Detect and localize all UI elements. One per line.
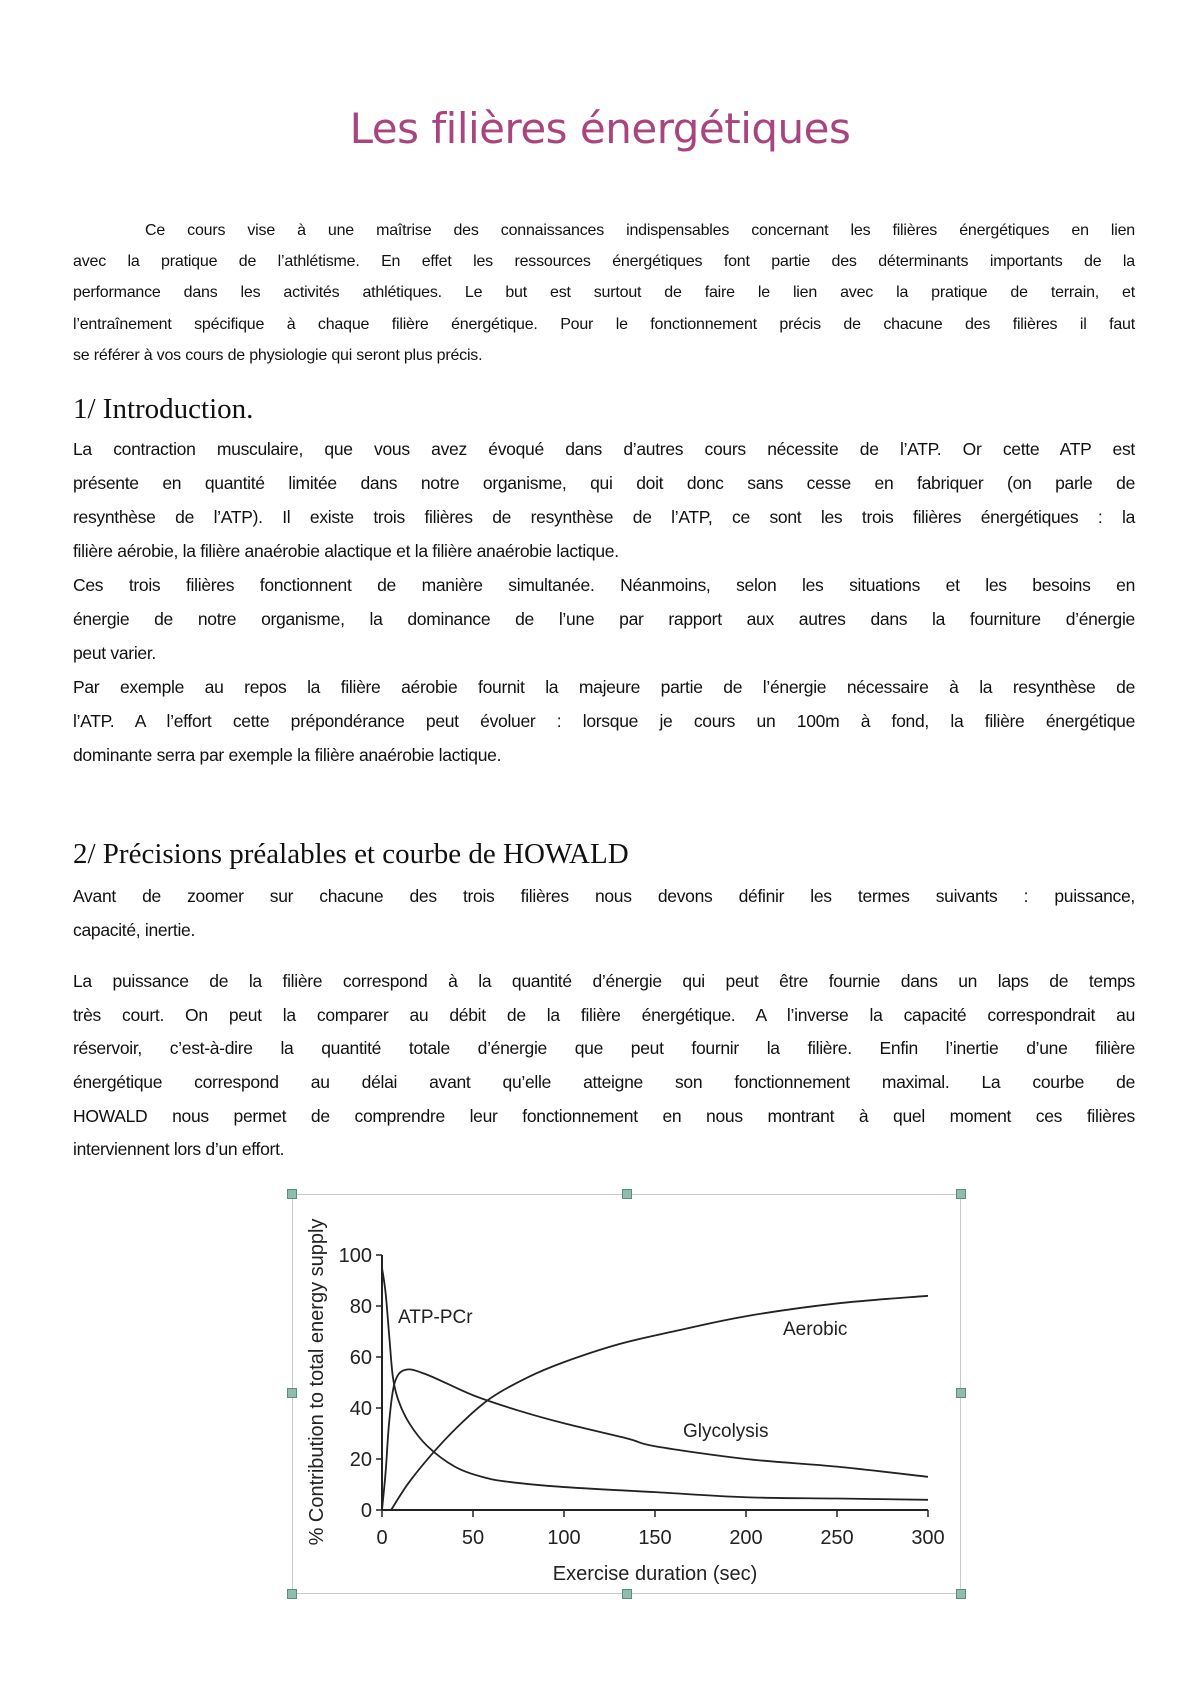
text-line: La puissance de la filière correspond à la quantité d’énergie qui peut être fournie dans un laps de temps [73,971,1135,991]
x-tick-label: 250 [820,1527,854,1549]
text-line: avec la pratique de l’athlétisme. En effet les ressources énergétiques font partie des déterminants importants de la [73,253,1135,271]
section-heading-howald: 2/ Précisions préalables et courbe de HOWALD [73,838,629,870]
text-line: filière aérobie, la filière anaérobie alactique et la filière anaérobie lactique. [73,541,619,561]
resize-handle-left[interactable] [287,1388,297,1398]
text-line: très court. On peut la comparer au débit de la filière énergétique. A l’inverse la capacité correspondrait au [73,1004,1135,1025]
y-tick-label: 80 [349,1296,372,1318]
resize-handle-top-right[interactable] [956,1189,966,1199]
y-tick-label: 20 [349,1449,372,1471]
x-tick-label: 300 [911,1527,945,1549]
text-line: l’ATP. A l’effort cette prépondérance peut évoluer : lorsque je cours un 100m à fond, la filière énergétique [73,711,1135,731]
x-tick-label: 100 [547,1527,581,1549]
series-label-aerobic: Aerobic [783,1319,848,1340]
x-axis-label: Exercise duration (sec) [552,1563,758,1585]
x-tick-label: 0 [376,1527,388,1549]
text-line: réservoir, c’est-à-dire la quantité totale d’énergie que peut fournir la filière. Enfin l’inertie d’une filière [73,1038,1135,1059]
text-line: Par exemple au repos la filière aérobie fournit la majeure partie de l’énergie nécessaire à la resynthèse de [73,677,1135,697]
y-tick-label: 0 [360,1500,372,1522]
text-line: se référer à vos cours de physiologie qui seront plus précis. [73,346,483,364]
text-line: énergétique correspond au délai avant qu’elle atteigne son fonctionnement maximal. La courbe de [73,1072,1135,1093]
section-heading-introduction: 1/ Introduction. [73,393,254,425]
text-line: Ces trois filières fonctionnent de manière simultanée. Néanmoins, selon les situations et les besoins en [73,575,1135,595]
text-line: présente en quantité limitée dans notre organisme, qui doit donc sans cesse en fabriquer (on parle de [73,473,1135,493]
resize-handle-bottom-right[interactable] [956,1589,966,1599]
text-line: Avant de zoomer sur chacune des trois filières nous devons définir les termes suivants : puissance, [73,886,1135,906]
x-tick-label: 200 [729,1527,763,1549]
y-tick-label: 60 [349,1347,372,1369]
selected-image-frame[interactable] [292,1194,961,1594]
text-line: resynthèse de l’ATP). Il existe trois filières de resynthèse de l’ATP, ce sont les trois filières énergétiques : la [73,507,1135,527]
x-tick-label: 50 [461,1527,485,1549]
text-line: énergie de notre organisme, la dominance de l’une par rapport aux autres dans la fourniture d’énergie [73,609,1135,629]
text-line: capacité, inertie. [73,919,196,940]
series-label-atp-pcr: ATP-PCr [398,1307,473,1328]
text-line: l’entraînement spécifique à chaque filière énergétique. Pour le fonctionnement précis de chacune des filières il faut [73,315,1135,333]
intro-paragraph [73,215,1135,371]
introduction-paragraph [73,432,1135,772]
resize-handle-bottom-left[interactable] [287,1589,297,1599]
definitions-intro-paragraph [73,880,1135,947]
text-line: interviennent lors d’un effort. [73,1139,285,1160]
definitions-paragraph [73,965,1135,1167]
text-line: performance dans les activités athlétiques. Le but est surtout de faire le lien avec la pratique de terrain, et [73,284,1135,302]
text-line: peut varier. [73,643,156,663]
resize-handle-bottom[interactable] [622,1589,632,1599]
x-tick-label: 150 [638,1527,672,1549]
document-title: Les filières énergétiques [349,104,851,153]
text-line: Ce cours vise à une maîtrise des connaissances indispensables concernant les filières énergétiques en lien [145,222,1135,239]
series-label-glycolysis: Glycolysis [683,1421,769,1442]
text-line: dominante serra par exemple la filière anaérobie lactique. [73,745,502,765]
resize-handle-top[interactable] [622,1189,632,1199]
resize-handle-top-left[interactable] [287,1189,297,1199]
text-line: La contraction musculaire, que vous avez évoqué dans d’autres cours nécessite de l’ATP. Or cette ATP est [73,439,1135,459]
y-tick-label: 40 [349,1398,372,1420]
text-line: HOWALD nous permet de comprendre leur fonctionnement en nous montrant à quel moment ces filières [73,1105,1135,1126]
resize-handle-right[interactable] [956,1388,966,1398]
y-axis-label: % Contribution to total energy supply [306,1218,328,1546]
y-tick-label: 100 [338,1245,372,1267]
